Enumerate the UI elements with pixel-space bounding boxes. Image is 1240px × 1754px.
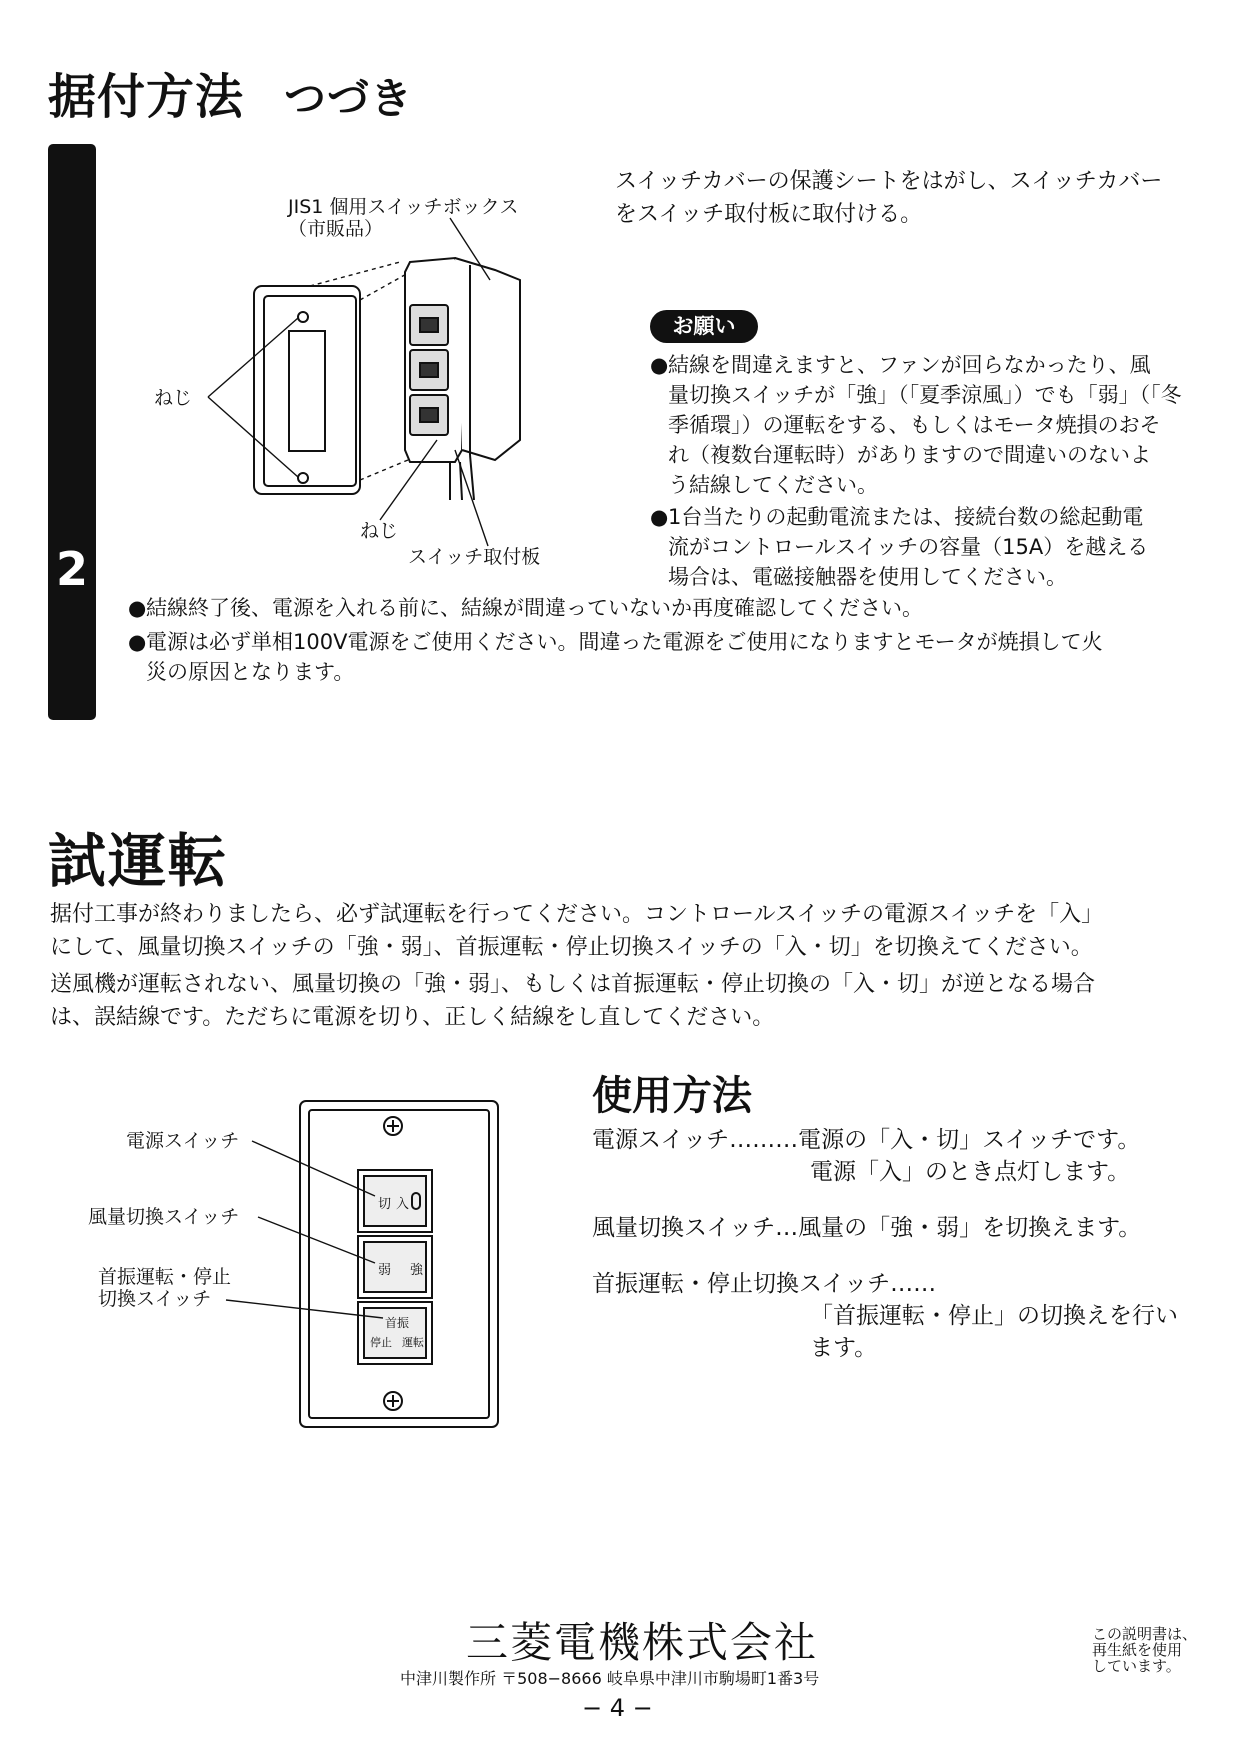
trial-run-para-2: 送風機が運転されない、風量切換の「強・弱」、もしくは首振運転・停止切換の「入・切」が逆となる場合 は、誤結線です。ただちに電源を切り、正しく結線をし直してください。 <box>50 972 1096 1030</box>
bullet-dot: ● <box>128 596 147 620</box>
oscillation-run-text: 運転 <box>402 1336 424 1349</box>
power-on-text: 入 <box>396 1197 410 1212</box>
section-title-main: 据付方法 <box>48 69 245 125</box>
intro-text: スイッチカバーの保護シートをはがし、スイッチカバー をスイッチ取付板に取付ける。 <box>615 169 1163 227</box>
bullet-power-supply: ● 電源は必ず単相100V電源をご使用ください。間違った電源をご使用になりますとモータが焼損して火 災の原因となります。 <box>128 627 1198 687</box>
recycled-paper-note: この説明書は、 再生紙を使用 しています。 <box>1092 1625 1198 1675</box>
company-address: 中津川製作所 〒508−8666 岐阜県中津川市駒場町1番3号 <box>400 1669 820 1688</box>
label-screw-bottom: ねじ <box>360 520 399 542</box>
usage-fan-row <box>592 1212 1141 1244</box>
bullet-dot: ● <box>650 353 669 377</box>
label-screw-left: ねじ <box>154 387 193 409</box>
usage-power-row <box>592 1124 1140 1156</box>
chapter-number: 2 <box>55 542 88 596</box>
trial-run-para-1: 据付工事が終わりましたら、必ず試運転を行ってください。コントロールスイッチの電源スイッチを「入」 にして、風量切換スイッチの「強・弱」、首振運転・停止切換スイッチの「入・切」を切換えてください。 <box>50 902 1104 960</box>
oscillation-top-text: 首振 <box>385 1316 410 1330</box>
usage-power-desc2: 電源「入」のとき点灯します。 <box>810 1159 1131 1185</box>
usage-power-desc1: 電源の「入・切」スイッチです。 <box>798 1127 1141 1153</box>
usage-title: 使用方法 <box>592 1073 752 1119</box>
power-switch <box>364 1176 426 1226</box>
usage-fan-desc: 風量の「強・弱」を切換えます。 <box>798 1215 1142 1241</box>
usage-oscillation-desc1: 「首振運転・停止」の切換えを行い <box>810 1303 1178 1329</box>
label-mounting-plate: スイッチ取付板 <box>408 546 541 568</box>
bullet-dot: ● <box>128 630 147 654</box>
notice-badge: お願い <box>650 310 758 343</box>
company-name: 三菱電機株式会社 <box>466 1618 819 1667</box>
label-power-switch: 電源スイッチ <box>126 1130 240 1152</box>
fan-strong-text: 強 <box>410 1263 424 1278</box>
section-title-sub: つづき <box>284 74 414 123</box>
trial-run-title: 試運転 <box>48 827 229 895</box>
usage-oscillation-name: 首振運転・停止切換スイッチ…… <box>592 1271 937 1297</box>
bullet-dot: ● <box>650 505 669 529</box>
label-oscillation-switch: 首振運転・停止 切換スイッチ <box>98 1266 232 1310</box>
label-fan-switch: 風量切換スイッチ <box>88 1206 240 1228</box>
usage-fan-name: 風量切換スイッチ… <box>592 1215 799 1241</box>
fan-weak-text: 弱 <box>378 1263 392 1278</box>
notice-bullet-2: ● 1台当たりの起動電流または、接続台数の総起動電 流がコントロールスイッチの容量（15A）を越える 場合は、電磁接触器を使用してください。 <box>650 502 1196 592</box>
bullet-wiring-check: ● 結線終了後、電源を入れる前に、結線が間違っていないか再度確認してください。 <box>128 593 1198 623</box>
usage-oscillation-desc2: ます。 <box>810 1335 878 1361</box>
power-off-text: 切 <box>378 1197 392 1212</box>
page-number: − 4 − <box>582 1694 653 1722</box>
notice-bullet-1: ● 結線を間違えますと、ファンが回らなかったり、風 量切換スイッチが「強」（「夏季涼風」）でも「弱」（「冬 季循環」）の運転をする、もしくはモータ焼損のおそ れ（複数台運転時）がありますので間違いのないよ う結線してください。 <box>650 350 1196 500</box>
usage-power-name: 電源スイッチ……… <box>592 1127 799 1153</box>
oscillation-stop-text: 停止 <box>370 1336 392 1349</box>
label-switch-box: JIS1 個用スイッチボックス （市販品） <box>288 196 519 240</box>
